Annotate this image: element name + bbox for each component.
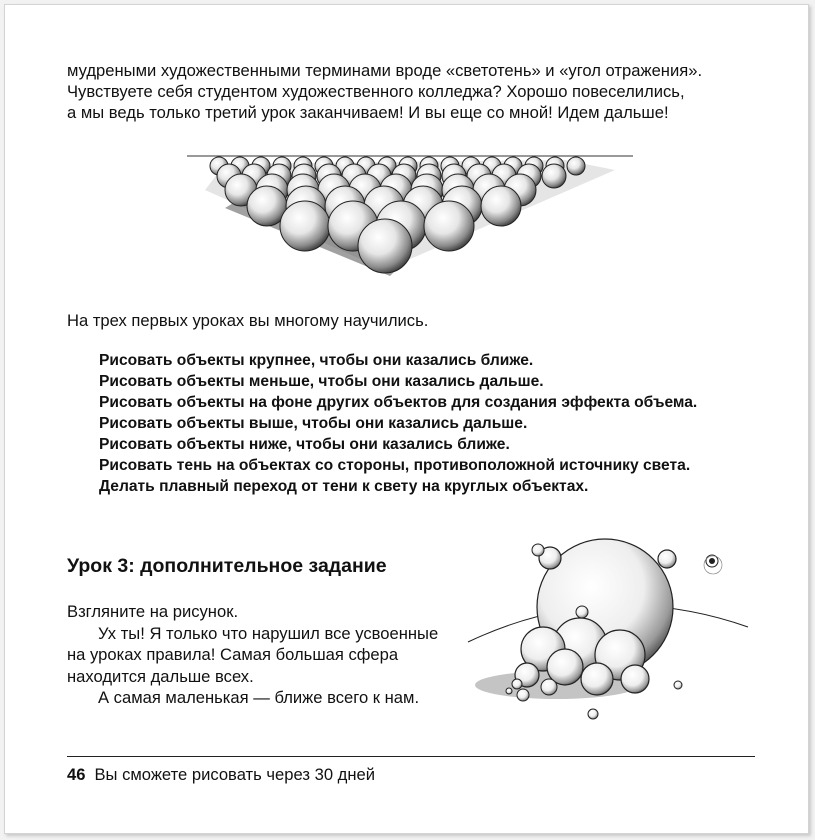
rules-list: [99, 350, 697, 497]
sphere: [280, 201, 330, 251]
sphere: [567, 157, 585, 175]
rule-item: Рисовать объекты выше, чтобы они казались дальше.: [99, 415, 528, 432]
sphere: [481, 186, 521, 226]
sphere-group: [210, 157, 585, 273]
sphere: [358, 219, 412, 273]
book-title: Вы сможете рисовать через 30 дней: [94, 765, 376, 784]
sphere-pyramid-illustration: [185, 148, 635, 278]
book-page: [4, 4, 809, 834]
lesson-task-text: [67, 601, 442, 709]
rule-item: Рисовать объекты меньше, чтобы они казались дальше.: [99, 373, 544, 390]
page-number: 46: [67, 765, 86, 784]
lesson-title: Урок 3: дополнительное задание: [67, 555, 387, 577]
rule-item: Рисовать тень на объектах со стороны, противоположной источнику света.: [99, 457, 691, 474]
task-paragraph: Ух ты! Я только что нарушил все усвоенные на уроках правила! Самая большая сфера находится дальше всех.: [67, 623, 439, 686]
intro-text: [67, 60, 767, 123]
sphere: [424, 201, 474, 251]
intro-line: мудреными художественными терминами вроде «светотень» и «угол отражения».: [67, 61, 703, 80]
rule-item: Рисовать объекты на фоне других объектов для создания эффекта объема.: [99, 394, 698, 411]
summary-lead: На трех первых уроках вы многому научились.: [67, 311, 429, 330]
sphere: [542, 164, 566, 188]
rule-item: Рисовать объекты крупнее, чтобы они казались ближе.: [99, 352, 534, 369]
task-paragraph: А самая маленькая — ближе всего к нам.: [98, 688, 420, 707]
footer-divider: [67, 756, 755, 757]
task-paragraph: Взгляните на рисунок.: [67, 602, 239, 621]
intro-line: а мы ведь только третий урок заканчиваем! И вы еще со мной! Идем дальше!: [67, 103, 669, 122]
rule-item: Рисовать объекты ниже, чтобы они казались ближе.: [99, 436, 510, 453]
page-footer: [67, 765, 375, 785]
intro-line: Чувствуете себя студентом художественного колледжа? Хорошо повеселились,: [67, 82, 685, 101]
sphere-cluster-illustration: [465, 537, 750, 727]
rule-item: Делать плавный переход от тени к свету на круглых объектах.: [99, 478, 589, 495]
